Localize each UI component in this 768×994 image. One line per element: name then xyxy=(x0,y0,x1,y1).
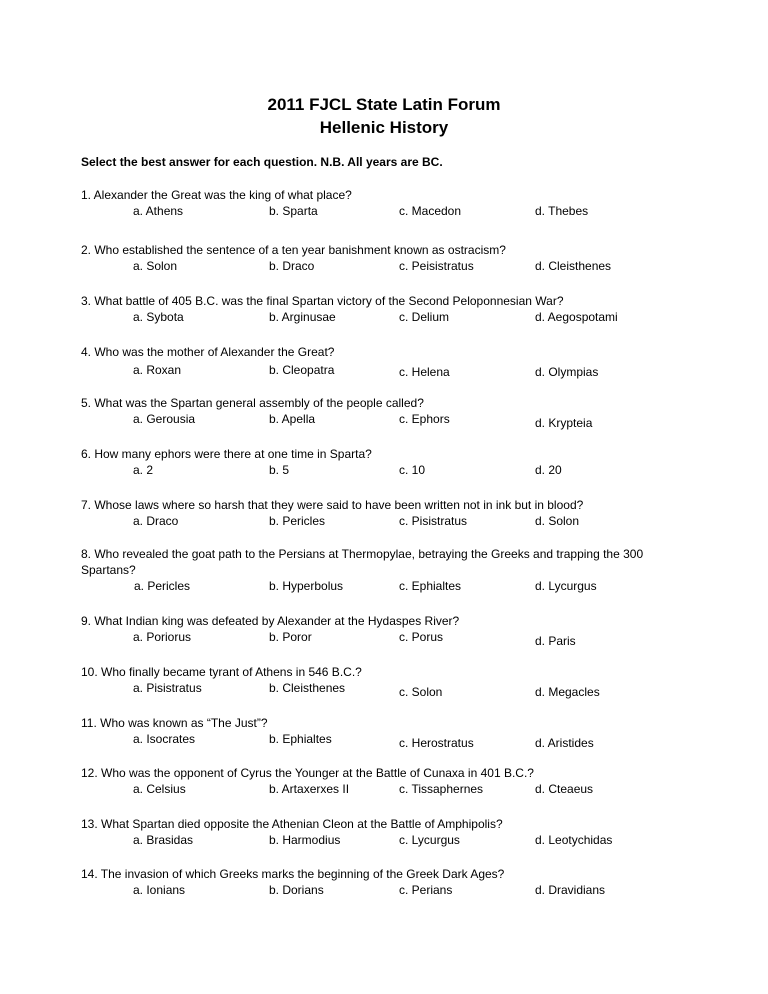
question-2 xyxy=(81,242,701,274)
option-a: a. Pisistratus xyxy=(133,681,202,695)
option-b: b. Draco xyxy=(269,259,315,273)
option-d: d. Krypteia xyxy=(535,416,593,430)
option-c: c. 10 xyxy=(399,463,426,477)
option-b: b. Arginusae xyxy=(269,310,336,324)
question-5 xyxy=(81,395,701,430)
option-b: b. Harmodius xyxy=(269,833,341,847)
instructions: Select the best answer for each question. N.B. All years are BC. xyxy=(81,155,443,169)
question-stem: 3. What battle of 405 B.C. was the final Spartan victory of the Second Peloponnesian War? xyxy=(81,294,564,308)
question-stem: 1. Alexander the Great was the king of what place? xyxy=(81,188,352,202)
option-a: a. Ionians xyxy=(133,883,186,897)
option-b: b. Cleopatra xyxy=(269,363,335,377)
question-stem: 5. What was the Spartan general assembly of the people called? xyxy=(81,396,424,410)
option-d: d. Leotychidas xyxy=(535,833,613,847)
answer-options xyxy=(81,680,701,699)
option-c: c. Delium xyxy=(399,310,450,324)
question-9 xyxy=(81,613,701,648)
question-stem: 11. Who was known as “The Just”? xyxy=(81,716,268,730)
answer-options xyxy=(81,781,701,797)
option-a: a. Athens xyxy=(133,204,184,218)
question-stem: 9. What Indian king was defeated by Alexander at the Hydaspes River? xyxy=(81,614,460,628)
option-d: d. Megacles xyxy=(535,685,600,699)
option-d: d. Lycurgus xyxy=(535,579,597,593)
option-c: c. Tissaphernes xyxy=(399,782,484,796)
option-a: a. Pericles xyxy=(134,579,191,593)
question-7 xyxy=(81,497,701,529)
option-c: c. Lycurgus xyxy=(399,833,460,847)
question-stem: 10. Who finally became tyrant of Athens in 546 B.C.? xyxy=(81,665,362,679)
option-a: a. Roxan xyxy=(133,363,182,377)
option-c: c. Porus xyxy=(399,630,444,644)
option-c: c. Pisistratus xyxy=(399,514,468,528)
option-d: d. Solon xyxy=(535,514,580,528)
question-3 xyxy=(81,293,701,325)
question-4 xyxy=(81,344,701,379)
answer-options xyxy=(81,578,701,594)
question-8 xyxy=(81,546,701,594)
answer-options xyxy=(81,411,701,430)
question-14 xyxy=(81,866,701,898)
option-d: d. Olympias xyxy=(535,365,599,379)
page-subtitle: Hellenic History xyxy=(319,118,449,137)
answer-options xyxy=(81,629,701,648)
question-stem: 4. Who was the mother of Alexander the Great? xyxy=(81,345,335,359)
option-c: c. Peisistratus xyxy=(399,259,474,273)
option-d: d. Dravidians xyxy=(535,883,606,897)
option-c: c. Macedon xyxy=(399,204,462,218)
answer-options xyxy=(81,309,701,325)
option-d: d. Cteaeus xyxy=(535,782,594,796)
option-b: b. Ephialtes xyxy=(269,732,332,746)
page-title: 2011 FJCL State Latin Forum xyxy=(267,95,501,114)
option-a: a. Isocrates xyxy=(133,732,196,746)
question-stem: 8. Who revealed the goat path to the Persians at Thermopylae, betraying the Greeks and trapping the 300 Spartans? xyxy=(81,547,644,577)
option-a: a. 2 xyxy=(133,463,154,477)
question-11 xyxy=(81,715,701,750)
question-stem: 6. How many ephors were there at one time in Sparta? xyxy=(81,447,372,461)
option-d: d. 20 xyxy=(535,463,562,477)
question-stem: 12. Who was the opponent of Cyrus the Younger at the Battle of Cunaxa in 401 B.C.? xyxy=(81,766,534,780)
option-a: a. Solon xyxy=(133,259,178,273)
option-a: a. Gerousia xyxy=(133,412,196,426)
answer-options xyxy=(81,362,701,378)
question-stem: 13. What Spartan died opposite the Athenian Cleon at the Battle of Amphipolis? xyxy=(81,817,503,831)
option-c: c. Ephialtes xyxy=(399,579,462,593)
question-12 xyxy=(81,765,701,797)
option-c: c. Ephors xyxy=(399,412,450,426)
option-b: b. Artaxerxes II xyxy=(269,782,350,796)
option-a: a. Draco xyxy=(133,514,179,528)
option-b: b. Sparta xyxy=(269,204,318,218)
option-b: b. Hyperbolus xyxy=(269,579,344,593)
answer-options xyxy=(81,832,701,848)
option-b: b. Apella xyxy=(269,412,316,426)
question-1 xyxy=(81,187,701,219)
option-d: d. Aegospotami xyxy=(535,310,618,324)
option-a: a. Celsius xyxy=(133,782,186,796)
option-c: c. Helena xyxy=(399,365,450,379)
question-stem: 14. The invasion of which Greeks marks the beginning of the Greek Dark Ages? xyxy=(81,867,505,881)
option-d: d. Cleisthenes xyxy=(535,259,612,273)
answer-options xyxy=(81,882,701,898)
answer-options xyxy=(81,731,701,750)
option-b: b. 5 xyxy=(269,463,290,477)
option-a: a. Sybota xyxy=(133,310,184,324)
option-a: a. Poriorus xyxy=(133,630,192,644)
option-d: d. Paris xyxy=(535,634,576,648)
question-stem: 2. Who established the sentence of a ten year banishment known as ostracism? xyxy=(81,243,506,257)
option-b: b. Dorians xyxy=(269,883,324,897)
answer-options xyxy=(81,258,701,274)
answer-options xyxy=(81,203,701,219)
option-b: b. Poror xyxy=(269,630,312,644)
option-c: c. Solon xyxy=(399,685,443,699)
option-b: b. Cleisthenes xyxy=(269,681,346,695)
option-d: d. Thebes xyxy=(535,204,589,218)
question-10 xyxy=(81,664,701,699)
question-6 xyxy=(81,446,701,478)
option-b: b. Pericles xyxy=(269,514,326,528)
option-c: c. Perians xyxy=(399,883,453,897)
question-13 xyxy=(81,816,701,848)
option-a: a. Brasidas xyxy=(133,833,194,847)
answer-options xyxy=(81,462,701,478)
question-stem: 7. Whose laws where so harsh that they were said to have been written not in ink but in blood? xyxy=(81,498,584,512)
option-d: d. Aristides xyxy=(535,736,594,750)
answer-options xyxy=(81,513,701,529)
option-c: c. Herostratus xyxy=(399,736,474,750)
